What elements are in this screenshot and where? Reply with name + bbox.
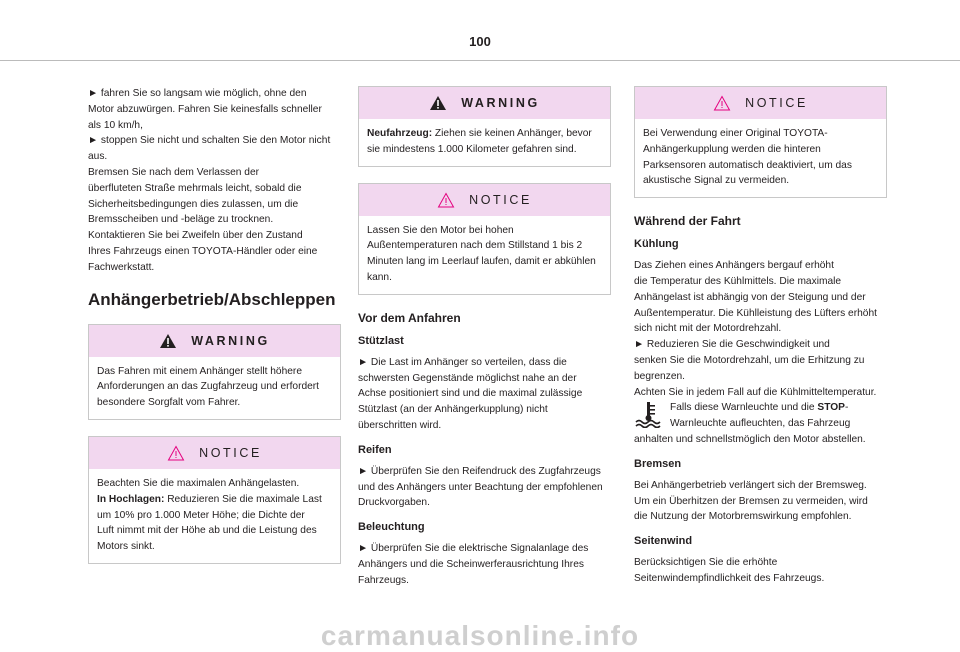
page-number: 100 bbox=[469, 34, 491, 49]
notice-text: Bei Verwendung einer Original TOYOTA- Anhängerkupplung werden die hinteren Parksensoren automatisch deaktiviert, um das akustische Signal zu vermeiden. bbox=[643, 128, 852, 187]
coolant-warning-row bbox=[634, 400, 887, 432]
notice-box bbox=[358, 183, 611, 295]
column-middle bbox=[358, 86, 611, 589]
column-left bbox=[88, 86, 341, 580]
heading-waehrend-der-fahrt: Während der Fahrt bbox=[634, 214, 741, 229]
section-title: Anhängerbetrieb/Abschleppen bbox=[88, 289, 336, 309]
notice-text: Lassen Sie den Motor bei hohen Außentemperaturen nach dem Stillstand 1 bis 2 Minuten lang im Leerlauf laufen, damit er abkühlen kann. bbox=[367, 224, 596, 283]
warning-title: WARNING bbox=[461, 96, 540, 110]
watermark: carmanualsonline.info bbox=[320, 620, 640, 651]
notice-title: NOTICE bbox=[199, 445, 262, 460]
header-divider bbox=[0, 60, 960, 61]
coolant-temperature-icon bbox=[634, 400, 664, 428]
notice-triangle-icon bbox=[167, 445, 185, 461]
beleuchtung-text: ► Überprüfen Sie die elektrische Signalanlage des Anhängers und die Scheinwerferausrichtung Ihres Fahrzeugs. bbox=[358, 543, 589, 586]
subheading-seitenwind: Seitenwind bbox=[634, 535, 693, 548]
stuetzlast-text: ► Die Last im Anhänger so verteilen, dass die schwersten Gegenstände möglichst nahe an der Achse positioniert sind und die maximal zulässige Stützlast (an der Anhängerkupplung) nicht überschritten wird. bbox=[358, 356, 583, 431]
kuehlung-text: Das Ziehen eines Anhängers bergauf erhöht die Temperatur des Kühlmittels. Die maximale Anhängelast ist abhängig von der Steigung und der Außentemperatur. Die Kühlleistung des Lüfters erhöht sich nicht mit der Motordrehzahl. ► Reduzieren Sie die Geschwindigkeit und senken Sie die Motordrehzahl, um die Erhitzung zu begrenzen. Achten Sie in jedem Fall auf die Kühlmitteltemperatur. bbox=[634, 260, 877, 398]
warning-title: WARNING bbox=[191, 333, 270, 348]
heading-vor-dem-anfahren: Vor dem Anfahren bbox=[358, 310, 461, 325]
warning-triangle-icon bbox=[159, 333, 177, 349]
bremsen-text: Bei Anhängerbetrieb verlängert sich der Bremsweg. Um ein Überhitzen der Bremsen zu vermeiden, wird die Nutzung der Motorbremswirkung empfohlen. bbox=[634, 479, 868, 523]
warning-triangle-icon bbox=[429, 95, 447, 111]
subheading-beleuchtung: Beleuchtung bbox=[358, 521, 425, 534]
coolant-warning-continued: anhalten und schnellstmöglich den Motor abstellen. bbox=[634, 433, 866, 445]
notice-text: Beachten Sie die maximalen Anhängelasten. In Hochlagen: Reduzieren Sie die maximale Last um 10% pro 1.000 Meter Höhe; die Dichte der Luft nimmt mit der Höhe ab und die Leistung des Motors sinkt. bbox=[97, 477, 322, 553]
warning-box bbox=[358, 86, 611, 167]
warning-text: Neufahrzeug: Ziehen sie keinen Anhänger, bevor sie mindestens 1.000 Kilometer gefahren sind. bbox=[367, 128, 592, 155]
subheading-reifen: Reifen bbox=[358, 443, 392, 456]
notice-box bbox=[88, 436, 341, 564]
notice-triangle-icon bbox=[437, 192, 455, 208]
intro-paragraph: ► fahren Sie so langsam wie möglich, ohne den Motor abzuwürgen. Fahren Sie keinesfalls schneller als 10 km/h, ► stoppen Sie nicht und schalten Sie den Motor nicht aus. Bremsen Sie nach dem Verlassen der überfluteten Straße mehrmals leicht, sobald die Sicherheitsbedingungen dies zulassen, um die Bremsscheiben und -beläge zu trocknen. Kontaktieren Sie bei Zweifeln über den Zustand Ihres Fahrzeugs einen TOYOTA-Händler oder eine Fachwerkstatt. bbox=[88, 88, 331, 273]
notice-box bbox=[634, 86, 887, 198]
column-right bbox=[634, 86, 887, 587]
subheading-kuehlung: Kühlung bbox=[634, 238, 679, 251]
seitenwind-text: Berücksichtigen Sie die erhöhte Seitenwindempfindlichkeit des Fahrzeugs. bbox=[634, 557, 825, 584]
coolant-warning-text: Falls diese Warnleuchte und die STOP- Warnleuchte aufleuchten, das Fahrzeug bbox=[670, 402, 851, 430]
notice-title: NOTICE bbox=[469, 192, 532, 207]
notice-title: NOTICE bbox=[745, 96, 808, 110]
reifen-text: ► Überprüfen Sie den Reifendruck des Zugfahrzeugs und des Anhängers unter Beachtung der empfohlenen Druckvorgaben. bbox=[358, 465, 603, 509]
warning-box bbox=[88, 324, 341, 420]
subheading-bremsen: Bremsen bbox=[634, 457, 682, 470]
subheading-stuetzlast: Stützlast bbox=[358, 334, 404, 347]
notice-triangle-icon bbox=[713, 95, 731, 111]
warning-text: Das Fahren mit einem Anhänger stellt höhere Anforderungen an das Zugfahrzeug und erfordert besondere Sorgfalt vom Fahrer. bbox=[97, 365, 320, 409]
